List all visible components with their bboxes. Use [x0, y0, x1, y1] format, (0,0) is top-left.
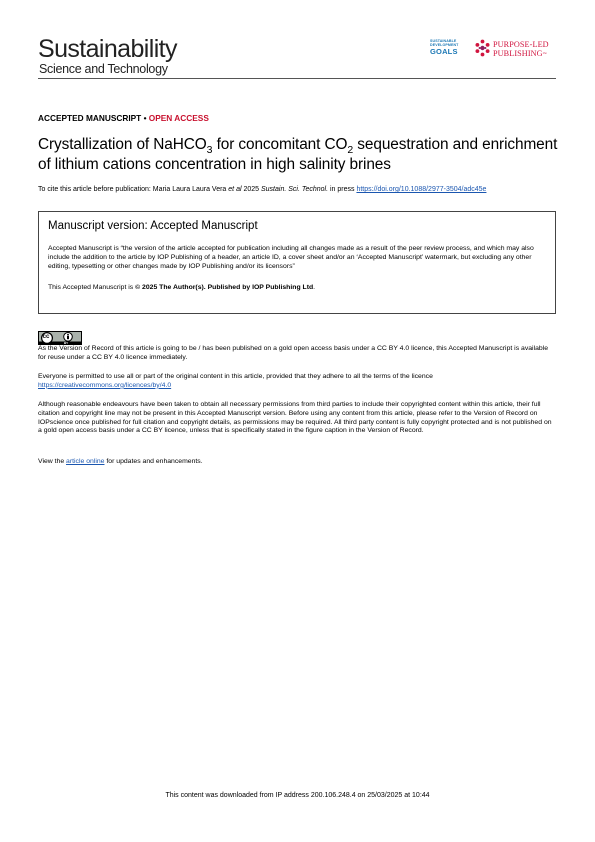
- copyright-prefix: This Accepted Manuscript is: [48, 284, 136, 291]
- sdg-logo-goals: GOALS: [430, 46, 458, 56]
- title-part-1: Crystallization of NaHCO: [38, 136, 207, 153]
- manuscript-version-box: [38, 211, 556, 314]
- header-divider: [38, 78, 556, 79]
- manuscript-kicker: [38, 113, 209, 123]
- sdg-logo: [430, 40, 463, 57]
- copyright-holder: © 2025 The Author(s). Published by IOP Publishing Ltd: [135, 284, 314, 291]
- view-prefix: View the: [38, 458, 67, 465]
- citation-prefix: To cite this article before publication: Maria Laura Laura Vera: [38, 186, 229, 193]
- title-subscript-2: 2: [347, 144, 354, 157]
- third-party-notice: Although reasonable endeavours have been taken to obtain all necessary permissions from third parties to include their copyrighted content within this article, their full citation and copyright line may not be present in this Accepted Manuscript version. Before using any content from this article, please refer to the Version of Record on IOPscience once published for full citation and copyright details, as permissions may be required. All third party content is fully copyright protected and is not published on a gold open access basis under a CC BY licence, unless that is specifically stated in the figure caption in the Version of Record.: [38, 401, 552, 435]
- journal-subtitle: Science and Technology: [39, 62, 168, 76]
- copyright-suffix: .: [313, 284, 316, 291]
- title-part-3: sequestration and enrichment of lithium cations concentration in high salinity brines: [38, 136, 558, 173]
- citation-etal: et al: [228, 186, 242, 193]
- publisher-trademark: ™: [542, 51, 547, 56]
- copyright-statement: [48, 284, 315, 291]
- accepted-manuscript-definition: Accepted Manuscript is “the version of the article accepted for publication including all changes made as a result of the peer review process, and which may also include the addition to the article by IOP Publishing of a header, an article ID, a cover sheet and/or an ‘Accepted Manuscript’ watermark, but excluding any other editing, typesetting or other changes made by IOP Publishing and/or its licensors”: [48, 245, 534, 270]
- publisher-line1: PURPOSE-LED: [493, 40, 549, 49]
- title-part-2: for concomitant CO: [212, 136, 348, 153]
- license-paragraph-2: [38, 373, 556, 391]
- open-access-label: OPEN ACCESS: [148, 113, 209, 123]
- kicker-label: ACCEPTED MANUSCRIPT: [38, 113, 142, 123]
- article-online-link[interactable]: article online: [66, 458, 105, 465]
- publisher-logo: [474, 39, 556, 59]
- license-terms-text: Everyone is permitted to use all or part of the original content in this article, provided that they adhere to all the terms of the licence: [38, 373, 433, 380]
- publisher-flower-icon: [474, 39, 491, 57]
- citation-line: [38, 186, 486, 193]
- manuscript-version-heading: Manuscript version: Accepted Manuscript: [48, 220, 258, 232]
- doi-link[interactable]: https://doi.org/10.1088/2977-3504/adc45e: [356, 186, 487, 193]
- citation-year: 2025: [241, 186, 261, 193]
- kicker-separator: •: [141, 113, 149, 123]
- view-online-line: [38, 458, 556, 467]
- title-subscript-1: 3: [206, 144, 213, 157]
- sdg-logo-line1: SUSTAINABLE: [430, 39, 457, 43]
- license-paragraph-1: As the Version of Record of this article is going to be / has been published on a gold open access basis under a CC BY 4.0 licence, this Accepted Manuscript is available for reuse under a CC BY 4.0 licence immediately.: [38, 345, 549, 361]
- publisher-name: [493, 40, 549, 58]
- citation-status: in press: [328, 186, 357, 193]
- citation-journal: Sustain. Sci. Technol.: [260, 186, 329, 193]
- publisher-line2: PUBLISHING: [493, 49, 543, 58]
- cc-by-badge: [38, 331, 82, 345]
- article-title: [38, 135, 558, 175]
- cc-license-link[interactable]: https://creativecommons.org/licences/by/4.0: [38, 381, 172, 389]
- download-footer: This content was downloaded from IP address 200.106.248.4 on 25/03/2025 at 10:44: [165, 792, 430, 799]
- cc-badge-text: cc: [42, 333, 50, 341]
- sdg-logo-line2: DEVELOPMENT: [430, 42, 459, 47]
- journal-title: Sustainability: [38, 35, 177, 63]
- view-suffix: for updates and enhancements.: [104, 458, 203, 465]
- by-badge-text: BY: [64, 340, 69, 345]
